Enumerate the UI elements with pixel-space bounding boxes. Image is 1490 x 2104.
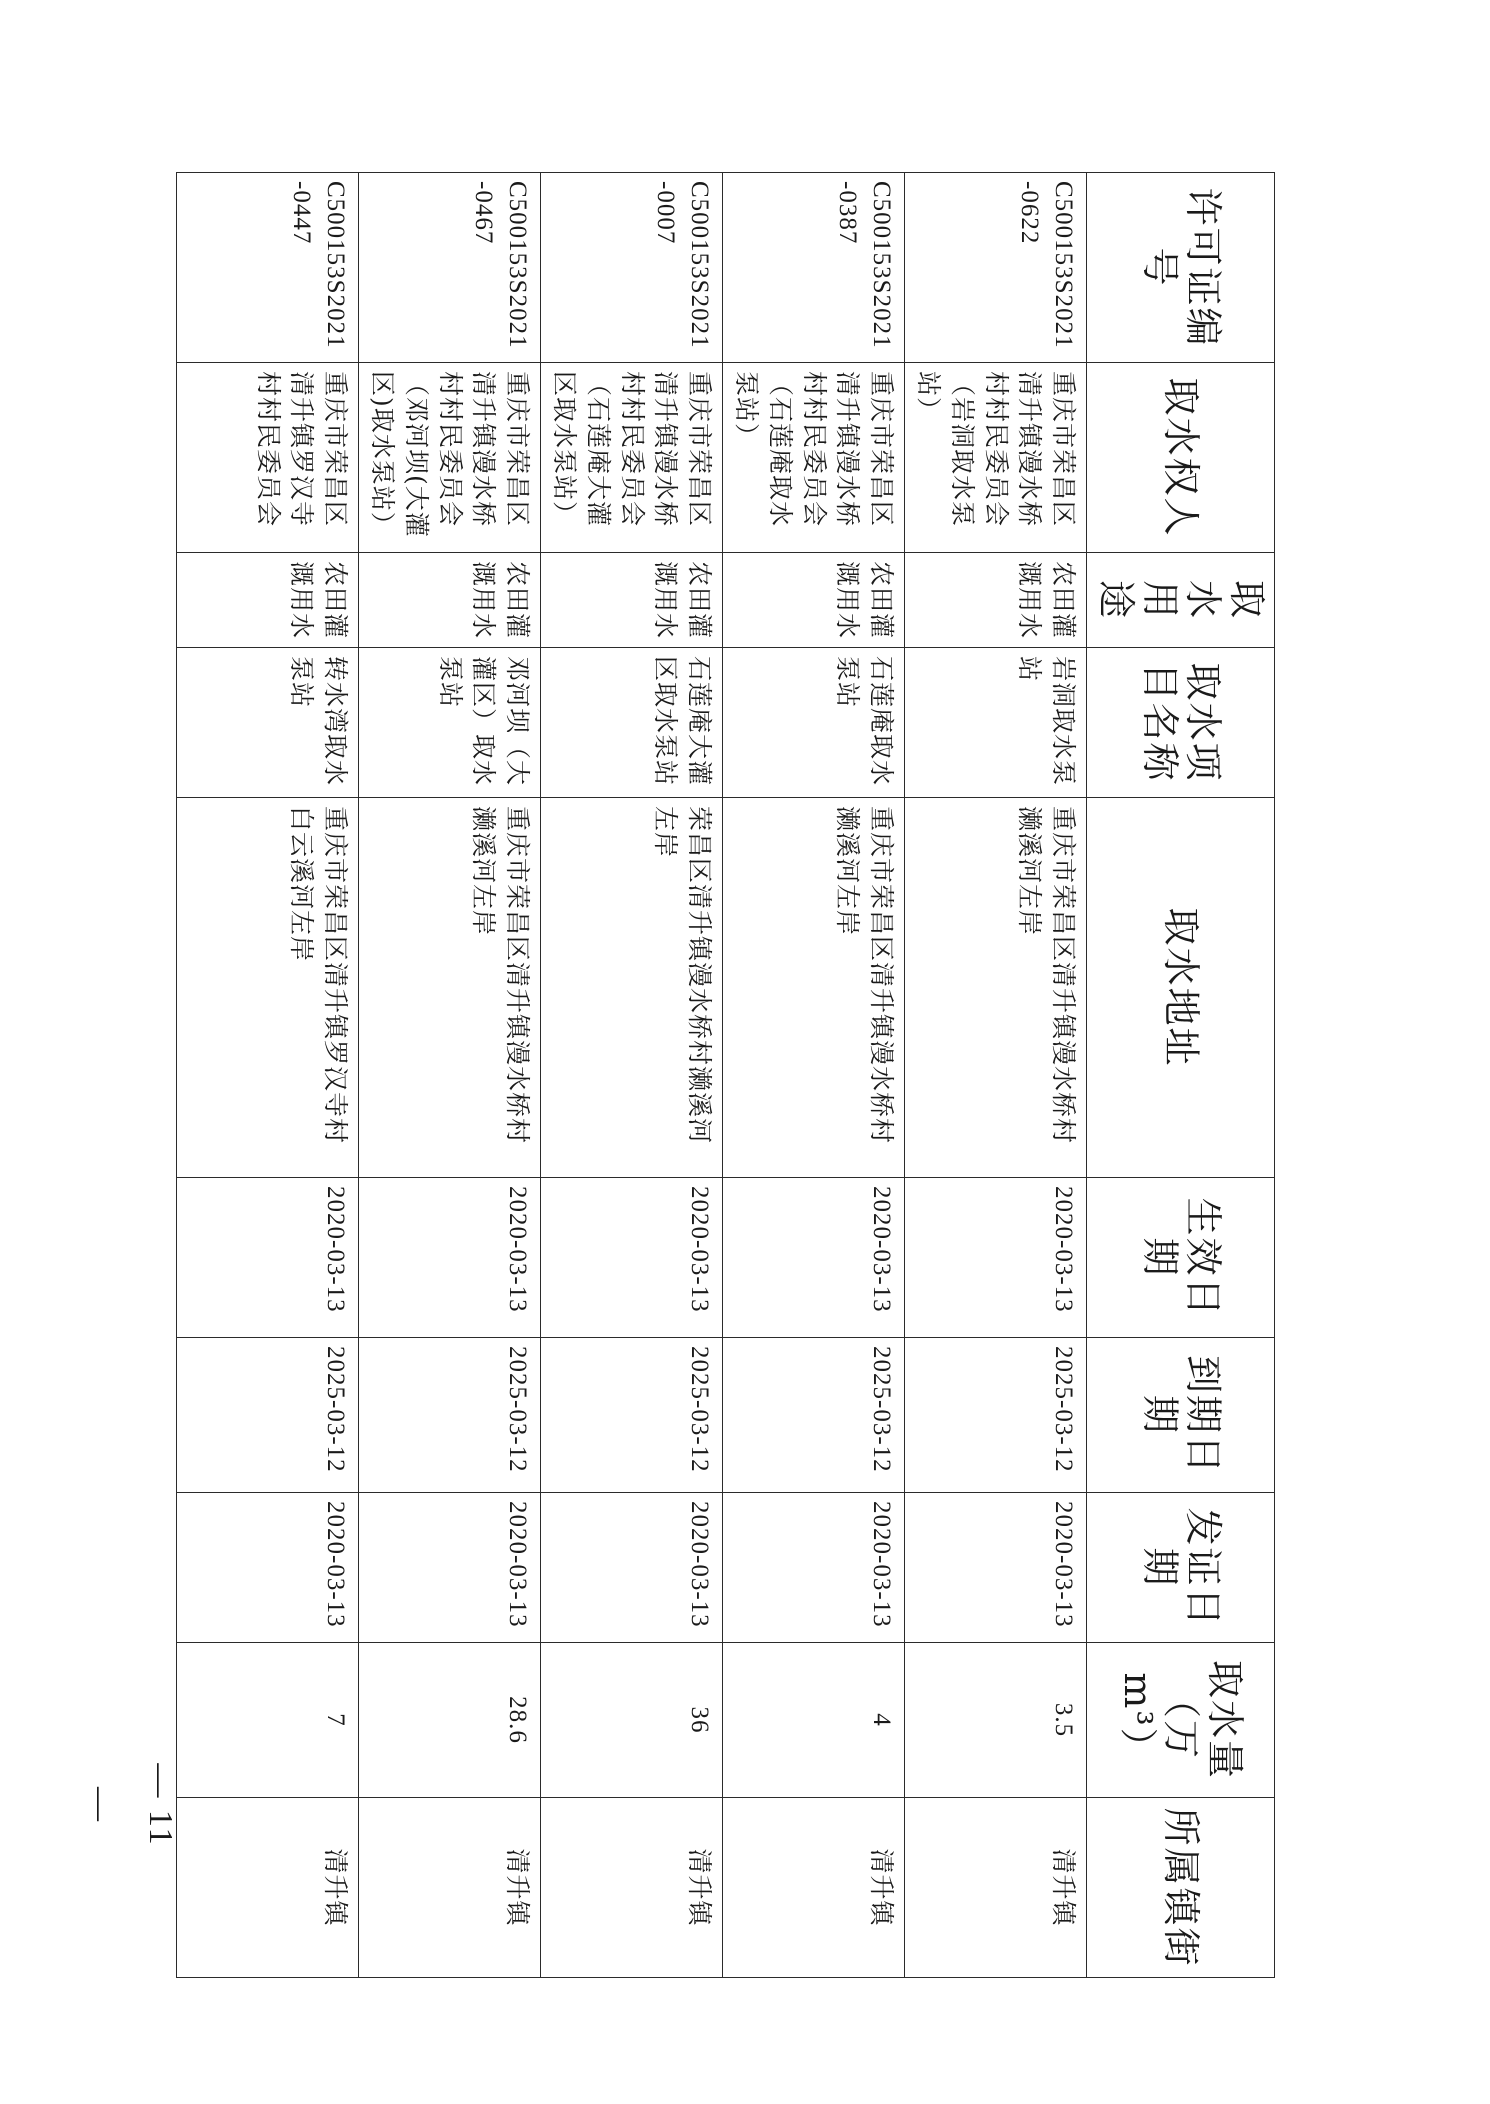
issue-date-cell: 2020-03-13	[541, 1493, 723, 1643]
amount-cell: 28.6	[359, 1643, 541, 1798]
amount-cell: 3.5	[905, 1643, 1087, 1798]
permit-number-cell: C500153S2021-0007	[541, 173, 723, 363]
expiry-date-cell: 2025-03-12	[723, 1338, 905, 1493]
use-cell: 农田灌溉用水	[177, 553, 359, 648]
header-permit-number: 许可证编号	[1087, 173, 1275, 363]
effective-date-cell: 2020-03-13	[177, 1178, 359, 1338]
permit-number-cell: C500153S2021-0622	[905, 173, 1087, 363]
town-cell: 清升镇	[541, 1798, 723, 1978]
address-cell: 重庆市荣昌区清升镇漫水桥村濑溪河左岸	[905, 798, 1087, 1178]
amount-cell: 36	[541, 1643, 723, 1798]
address-cell: 荣昌区清升镇漫水桥村濑溪河左岸	[541, 798, 723, 1178]
header-project: 取水项目名称	[1087, 648, 1275, 798]
address-cell: 重庆市荣昌区清升镇漫水桥村濑溪河左岸	[723, 798, 905, 1178]
table-row	[541, 173, 723, 1978]
expiry-date-cell: 2025-03-12	[541, 1338, 723, 1493]
issue-date-cell: 2020-03-13	[177, 1493, 359, 1643]
address-cell: 重庆市荣昌区清升镇漫水桥村濑溪河左岸	[359, 798, 541, 1178]
header-holder: 取水权人	[1087, 363, 1275, 553]
town-cell: 清升镇	[723, 1798, 905, 1978]
town-cell: 清升镇	[177, 1798, 359, 1978]
expiry-date-cell: 2025-03-12	[905, 1338, 1087, 1493]
holder-cell: 重庆市荣昌区清升镇罗汉寺村村民委员会	[177, 363, 359, 553]
issue-date-cell: 2020-03-13	[905, 1493, 1087, 1643]
holder-cell: 重庆市荣昌区清升镇漫水桥村村民委员会（石莲庵取水泵站）	[723, 363, 905, 553]
header-use: 取水用途	[1087, 553, 1275, 648]
holder-cell: 重庆市荣昌区清升镇漫水桥村村民委员会（岩洞取水泵站）	[905, 363, 1087, 553]
rotated-document	[220, 172, 1275, 1977]
project-cell: 石莲庵大灌区取水泵站	[541, 648, 723, 798]
table-row	[905, 173, 1087, 1978]
address-cell: 重庆市荣昌区清升镇罗汉寺村白云溪河左岸	[177, 798, 359, 1178]
effective-date-cell: 2020-03-13	[723, 1178, 905, 1338]
header-row	[1087, 173, 1275, 1978]
permit-number-cell: C500153S2021-0387	[723, 173, 905, 363]
table-row	[723, 173, 905, 1978]
project-cell: 岩洞取水泵站	[905, 648, 1087, 798]
project-cell: 邓河坝（大灌区）取水泵站	[359, 648, 541, 798]
use-cell: 农田灌溉用水	[541, 553, 723, 648]
project-cell: 转水湾取水泵站	[177, 648, 359, 798]
permit-number-cell: C500153S2021-0467	[359, 173, 541, 363]
issue-date-cell: 2020-03-13	[359, 1493, 541, 1643]
holder-cell: 重庆市荣昌区清升镇漫水桥村村民委员会（石莲庵大灌区取水泵站）	[541, 363, 723, 553]
expiry-date-cell: 2025-03-12	[359, 1338, 541, 1493]
expiry-date-cell: 2025-03-12	[177, 1338, 359, 1493]
table-row	[177, 173, 359, 1978]
town-cell: 清升镇	[359, 1798, 541, 1978]
effective-date-cell: 2020-03-13	[905, 1178, 1087, 1338]
use-cell: 农田灌溉用水	[359, 553, 541, 648]
effective-date-cell: 2020-03-13	[359, 1178, 541, 1338]
page-number: — 11 —	[82, 1763, 179, 1847]
table-row	[359, 173, 541, 1978]
issue-date-cell: 2020-03-13	[723, 1493, 905, 1643]
header-amount: 取水量（万m³）	[1087, 1643, 1275, 1798]
header-town: 所属镇街	[1087, 1798, 1275, 1978]
effective-date-cell: 2020-03-13	[541, 1178, 723, 1338]
permit-number-cell: C500153S2021-0447	[177, 173, 359, 363]
water-permit-table	[176, 172, 1275, 1978]
amount-cell: 7	[177, 1643, 359, 1798]
amount-cell: 4	[723, 1643, 905, 1798]
page-number-wrapper	[82, 1745, 190, 1865]
use-cell: 农田灌溉用水	[723, 553, 905, 648]
project-cell: 石莲庵取水泵站	[723, 648, 905, 798]
use-cell: 农田灌溉用水	[905, 553, 1087, 648]
header-address: 取水地址	[1087, 798, 1275, 1178]
town-cell: 清升镇	[905, 1798, 1087, 1978]
header-expiry-date: 到期日期	[1087, 1338, 1275, 1493]
header-effective-date: 生效日期	[1087, 1178, 1275, 1338]
header-issue-date: 发证日期	[1087, 1493, 1275, 1643]
holder-cell: 重庆市荣昌区清升镇漫水桥村村民委员会（邓河坝(大灌区)取水泵站）	[359, 363, 541, 553]
